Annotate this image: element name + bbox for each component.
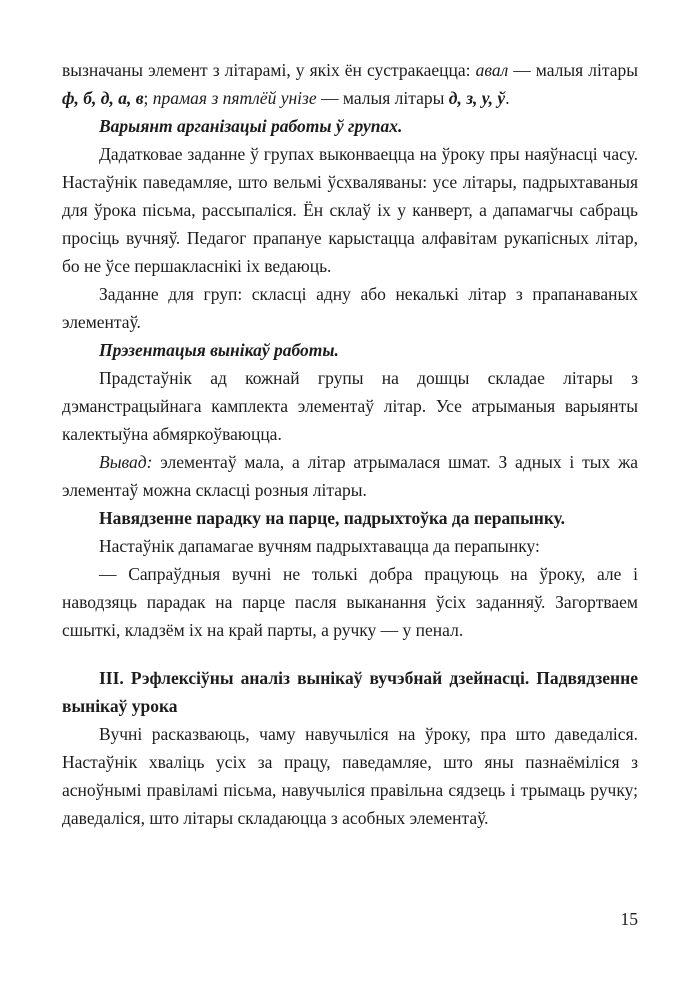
text-segment: вызначаны элемент з літарамі, у якіх ён сустракаецца:	[62, 60, 476, 80]
subheading-presentation	[62, 336, 638, 364]
text-segment: ф, б, д, а, в	[62, 88, 144, 108]
text-segment: д, з, у, ў	[448, 88, 506, 108]
paragraph-conclusion	[62, 448, 638, 504]
text-segment: Варыянт арганізацыі работы ў групах.	[99, 116, 403, 136]
text-segment: III. Рэфлексіўны аналіз вынікаў вучэбнай дзейнасці. Падвядзенне вынікаў урока	[62, 668, 638, 716]
paragraph-body	[62, 720, 638, 832]
text-segment: прамая з пятлёй унізе	[152, 88, 317, 108]
subheading-variant	[62, 112, 638, 140]
text-segment: элементаў мала, а літар атрымалася шмат. З адных і тых жа элементаў можна скласці розныя літары.	[62, 452, 638, 500]
text-segment: авал	[475, 60, 509, 80]
paragraph-body	[62, 280, 638, 336]
subheading-order	[62, 504, 638, 532]
text-segment: ;	[143, 88, 153, 108]
paragraph-dialogue	[62, 560, 638, 644]
paragraph-body	[62, 532, 638, 560]
text-segment: — малыя літары	[508, 60, 638, 80]
page-number: 15	[620, 909, 638, 929]
text-segment: Навядзенне парадку на парце, падрыхтоўка да перапынку.	[99, 508, 566, 528]
paragraph-continuation	[62, 56, 638, 112]
paragraph-body	[62, 140, 638, 280]
paragraph-body	[62, 364, 638, 448]
text-segment: Вывад:	[99, 452, 153, 472]
text-block	[62, 56, 638, 832]
text-segment: Прэзентацыя вынікаў работы.	[99, 340, 339, 360]
text-segment: .	[505, 88, 510, 108]
section-heading	[62, 664, 638, 720]
text-segment: Настаўнік дапамагае вучням падрыхтавацца да перапынку:	[99, 536, 540, 556]
text-segment: Дадатковае заданне ў групах выконваецца на ўроку пры наяўнасці часу. Настаўнік паведамляе, што вельмі ўсхваляваны: усе літары, падрыхтаваныя для ўрока пісьма, рассыпаліся. Ён склаў іх у канверт, а дапамагчы сабраць просіць вучняў. Педагог прапануе карыстацца алфавітам рукапісных літар, бо не ўсе першакласнікі іх ведаюць.	[62, 144, 638, 276]
text-segment: Заданне для груп: скласці адну або некалькі літар з прапанаваных элементаў.	[62, 284, 638, 332]
text-segment: Прадстаўнік ад кожнай групы на дошцы складае літары з дэманстрацыйнага камплекта элементаў літар. Усе атрыманыя варыянты калектыўна абмяркоўваюцца.	[62, 368, 638, 444]
text-segment: — Сапраўдныя вучні не толькі добра працуюць на ўроку, але і наводзяць парадак на парце пасля выканання ўсіх заданняў. Загортваем сшыткі, кладзём іх на край парты, а ручку — у пенал.	[62, 564, 638, 640]
text-segment: — малыя літары	[316, 88, 449, 108]
text-segment: Вучні расказваюць, чаму навучыліся на ўроку, пра што даведаліся. Настаўнік хваліць усіх за працу, паведамляе, што яны пазнаёміліся з асноўнымі правіламі пісьма, навучыліся правільна сядзець і трымаць ручку; даведаліся, што літары складаюцца з асобных элементаў.	[62, 724, 638, 828]
